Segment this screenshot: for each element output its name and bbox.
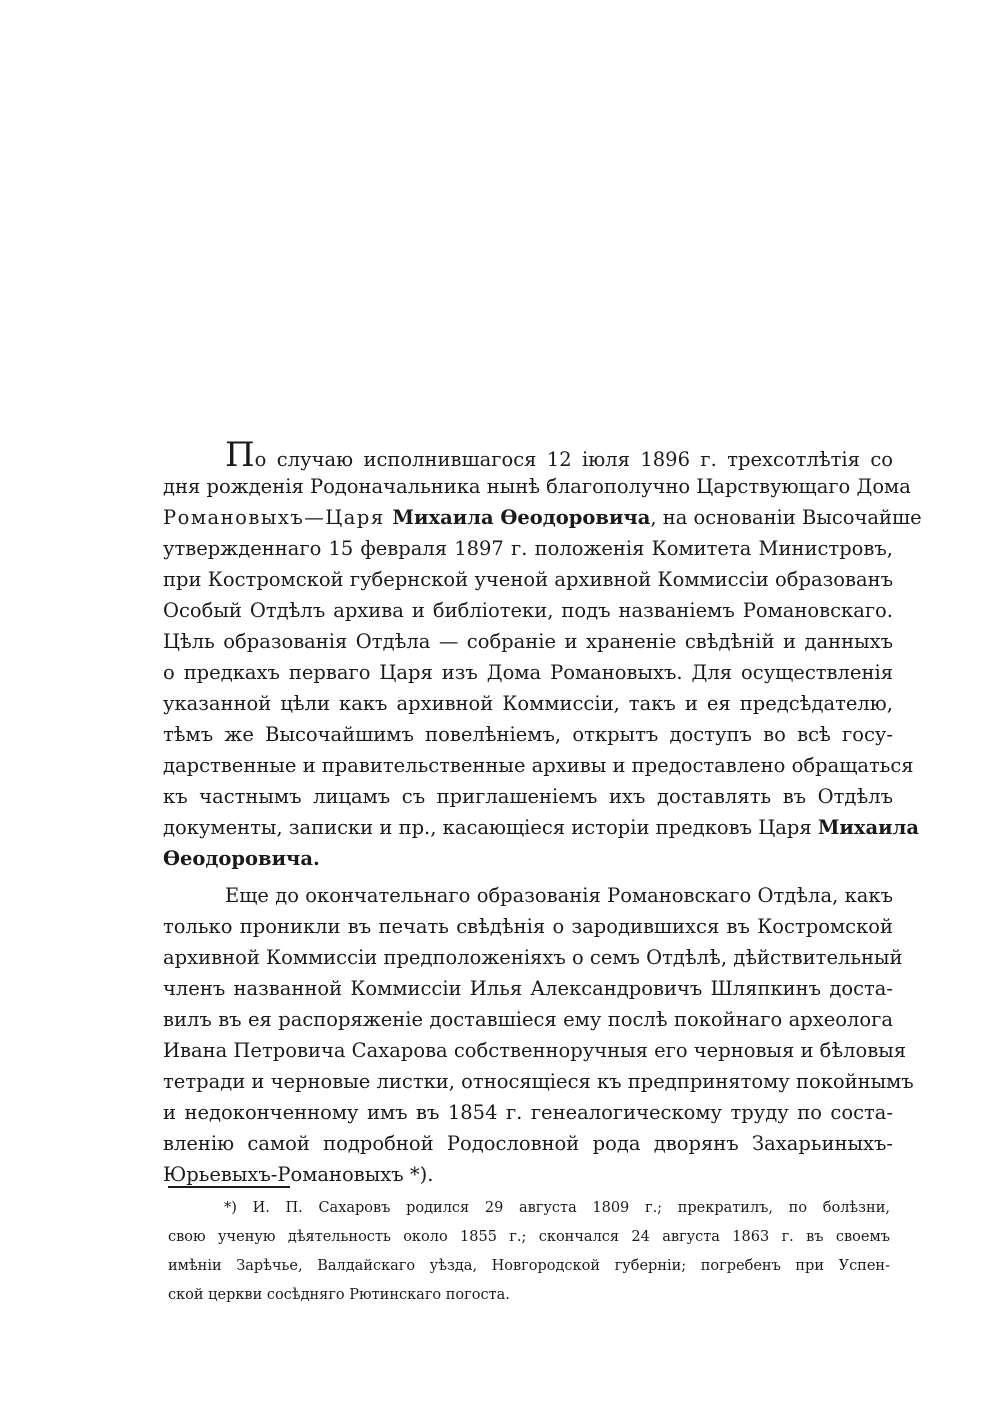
paragraph-line: членъ названной Коммиссіи Илья Александровичъ Шляпкинъ доста- [163, 977, 893, 1000]
paragraph-line: документы, записки и пр., касающіеся исторіи предковъ Царя Михаила [163, 816, 919, 839]
paragraph-line: къ частнымъ лицамъ съ приглашеніемъ ихъ доставлять въ Отдѣлъ [163, 785, 893, 808]
paragraph-line: Цѣль образованія Отдѣла — собраніе и храненіе свѣдѣній и данныхъ [163, 630, 893, 653]
paragraph-line: По случаю исполнившагося 12 іюля 1896 г. трехсотлѣтія со [225, 435, 893, 475]
paragraph-line: и недоконченному имъ въ 1854 г. генеалогическому труду по соста- [163, 1101, 893, 1124]
paragraph-line: Еще до окончательнаго образованія Романовскаго Отдѣла, какъ [225, 884, 893, 907]
tsar-name: Михаила Ѳеодоровича [392, 506, 651, 529]
footnote-line: свою ученую дѣятельность около 1855 г.; скончался 24 августа 1863 г. въ своемъ [168, 1229, 890, 1245]
main-text [163, 435, 922, 1190]
paragraph-line: вленію самой подробной Родословной рода дворянъ Захарьиныхъ- [163, 1132, 893, 1155]
paragraph-1 [163, 435, 922, 874]
paragraph-line: Ивана Петровича Сахарова собственноручныя его черновыя и бѣловыя [163, 1039, 907, 1062]
paragraph-line: вилъ въ ея распоряженіе доставшіеся ему послѣ покойнаго археолога [163, 1008, 893, 1031]
drop-cap: П [225, 435, 255, 475]
paragraph-2 [163, 880, 914, 1190]
paragraph-line: утвержденнаго 15 февраля 1897 г. положенія Комитета Министровъ, [163, 537, 893, 560]
paragraph-line: при Костромской губернской ученой архивной Коммиссіи образованъ [163, 568, 893, 591]
footnote-divider [168, 1186, 290, 1188]
paragraph-line: тѣмъ же Высочайшимъ повелѣніемъ, открытъ доступъ во всѣ госу- [163, 723, 893, 746]
paragraph-line: Особый Отдѣлъ архива и библіотеки, подъ названіемъ Романовскаго. [163, 599, 893, 622]
footnote-line: имѣніи Зарѣчье, Валдайскаго уѣзда, Новгородской губерніи; погребенъ при Успен- [168, 1258, 890, 1274]
paragraph-line: о предкахъ перваго Царя изъ Дома Романовыхъ. Для осуществленія [163, 661, 893, 684]
paragraph-line: архивной Коммиссіи предположеніяхъ о семъ Отдѣлѣ, дѣйствительный [163, 946, 903, 969]
paragraph-line: только проникли въ печать свѣдѣнія о зародившихся въ Костромской [163, 915, 893, 938]
footnote-line: *) И. П. Сахаровъ родился 29 августа 1809 г.; прекратилъ, по болѣзни, [224, 1200, 890, 1216]
footnote-line: ской церкви сосѣдняго Рютинскаго погоста. [168, 1287, 510, 1303]
paragraph-line: Романовыхъ—Царя Михаила Ѳеодоровича, на основаніи Высочайше [163, 506, 922, 529]
paragraph-line: тетради и черновые листки, относящіеся къ предпринятому покойнымъ [163, 1070, 914, 1093]
paragraph-line: Юрьевыхъ-Романовыхъ *). [163, 1163, 434, 1186]
paragraph-line: Ѳеодоровича. [163, 847, 320, 870]
tsar-name: Михаила [817, 816, 919, 839]
footnote [168, 1194, 890, 1310]
paragraph-line: указанной цѣли какъ архивной Коммиссіи, такъ и ея предсѣдателю, [163, 692, 893, 715]
paragraph-line: дня рожденія Родоначальника нынѣ благополучно Царствующаго Дома [163, 475, 911, 498]
paragraph-line: дарственные и правительственные архивы и предоставлено обращаться [163, 754, 914, 777]
